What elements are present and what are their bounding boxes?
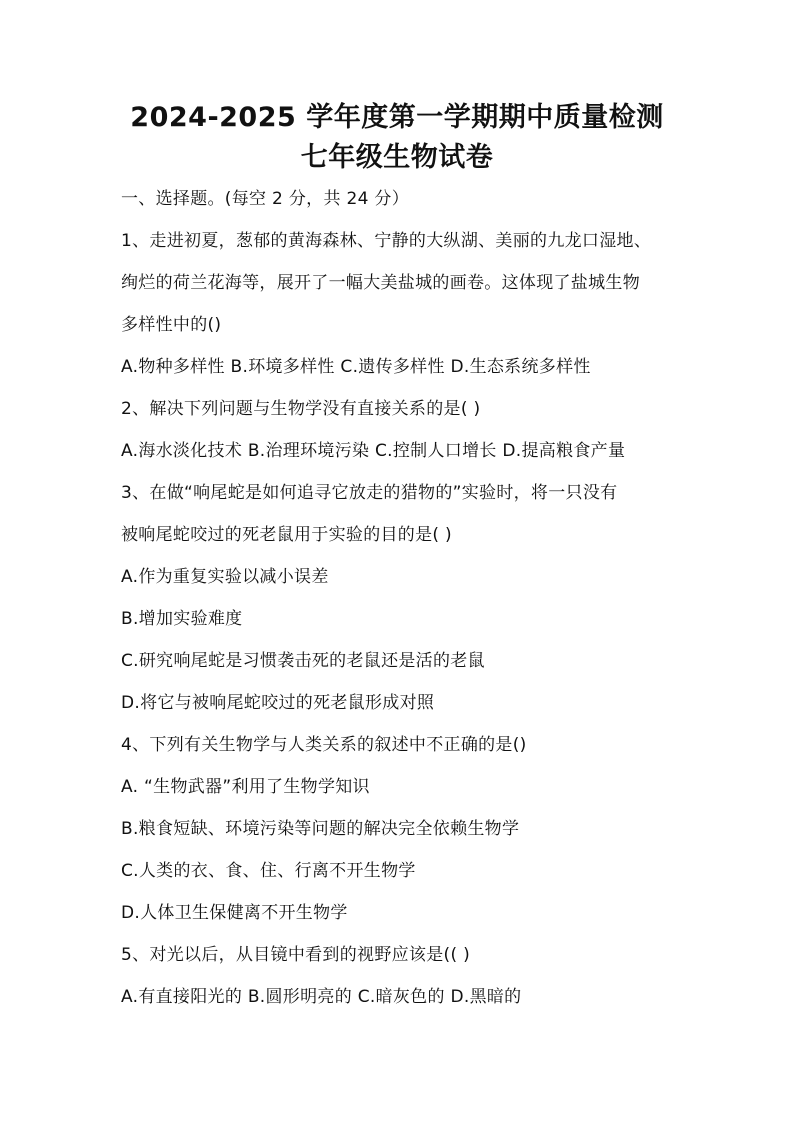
q2-options: A.海水淡化技术 B.治理环境污染 C.控制人口增长 D.提高粮食产量 bbox=[121, 441, 626, 461]
q3-option-b: B.增加实验难度 bbox=[121, 609, 243, 629]
section-heading: 一、选择题。(每空 2 分，共 24 分） bbox=[121, 189, 409, 209]
q1-line-3: 多样性中的() bbox=[121, 315, 222, 335]
q4-stem: 4、下列有关生物学与人类关系的叙述中不正确的是() bbox=[121, 735, 527, 755]
q3-line-2: 被响尾蛇咬过的死老鼠用于实验的目的是( ) bbox=[121, 525, 452, 545]
q4-option-a: A. “生物武器”利用了生物学知识 bbox=[121, 777, 370, 797]
q1-options: A.物种多样性 B.环境多样性 C.遗传多样性 D.生态系统多样性 bbox=[121, 357, 591, 377]
q4-option-b: B.粮食短缺、环境污染等问题的解决完全依赖生物学 bbox=[121, 819, 520, 839]
q3-option-d: D.将它与被响尾蛇咬过的死老鼠形成对照 bbox=[121, 693, 435, 713]
exam-subtitle: 七年级生物试卷 bbox=[300, 142, 494, 173]
q5-options: A.有直接阳光的 B.圆形明亮的 C.暗灰色的 D.黑暗的 bbox=[121, 987, 522, 1007]
q4-option-d: D.人体卫生保健离不开生物学 bbox=[121, 903, 348, 923]
q3-option-a: A.作为重复实验以减小误差 bbox=[121, 567, 329, 587]
exam-title: 2024-2025 学年度第一学期期中质量检测 bbox=[130, 102, 664, 133]
q2-stem: 2、解决下列问题与生物学没有直接关系的是( ) bbox=[121, 399, 481, 419]
q4-option-c: C.人类的衣、食、住、行离不开生物学 bbox=[121, 861, 416, 881]
q1-line-2: 绚烂的荷兰花海等，展开了一幅大美盐城的画卷。这体现了盐城生物 bbox=[121, 273, 640, 293]
q3-option-c: C.研究响尾蛇是习惯袭击死的老鼠还是活的老鼠 bbox=[121, 651, 485, 671]
q1-line-1: 1、走进初夏，葱郁的黄海森林、宁静的大纵湖、美丽的九龙口湿地、 bbox=[121, 231, 652, 251]
q3-line-1: 3、在做“响尾蛇是如何追寻它放走的猎物的”实验时，将一只没有 bbox=[121, 483, 618, 503]
q5-stem: 5、对光以后，从目镜中看到的视野应该是(( ) bbox=[121, 945, 471, 965]
